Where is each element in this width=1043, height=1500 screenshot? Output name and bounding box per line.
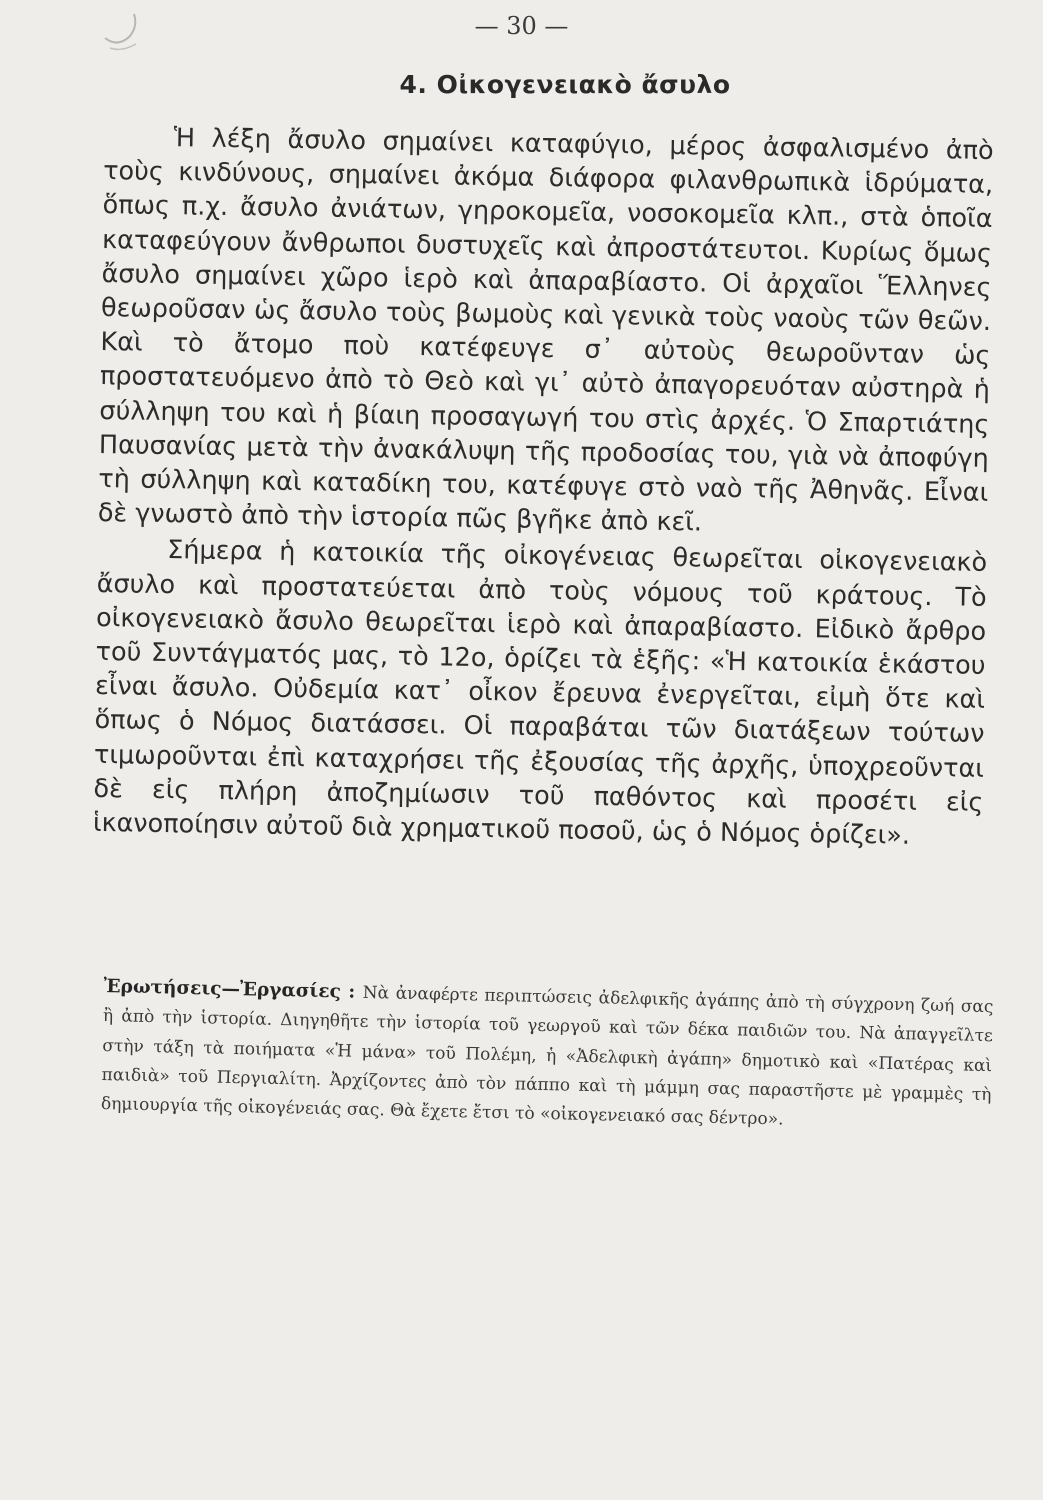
exercises-text: Νὰ ἀναφέρτε περιπτώσεις ἀδελφικῆς ἀγάπης ἀπὸ τὴ σύγχρονη ζωή σας ἢ ἀπὸ τὴν ἱστορία. Διηγηθῆτε τὴν ἱστορία τοῦ γεωργοῦ καὶ τῶν δέκα παιδιῶν του. Νὰ ἀπαγγεῖλτε στὴν τάξη τὰ ποιήματα «Ἡ μάνα» τοῦ Πολέμη, ἡ «Ἀδελφικὴ ἀγάπη» δημοτικὸ καὶ «Πατέρας καὶ παιδιὰ» τοῦ Περγιαλίτη. Ἀρχίζοντες ἀπὸ τὸν πάππο καὶ τὴ μάμμη σας παραστῆστε μὲ γραμμὲς τὴ δημιουργία τῆς οἰκογένειάς σας. Θὰ ἔχετε ἔτσι τὸ «οἰκογενειακό σας δέντρο». — [100, 982, 994, 1130]
page-number: — 30 — — [474, 12, 569, 40]
section-title: 4. Οἰκογενειακὸ ἄσυλο — [399, 70, 731, 99]
paragraph-1: Ἡ λέξη ἄσυλο σημαίνει καταφύγιο, μέρος ἀσφαλισμένο ἀπὸ τοὺς κινδύνους, σημαίνει ἀκόμα διάφορα φιλανθρωπικὰ ἱδρύματα, ὅπως π.χ. ἄσυλο ἀνιάτων, γηροκομεῖα, νοσοκομεῖα κλπ., στὰ ὁποῖα καταφεύγουν ἄνθρωποι δυστυχεῖς καὶ ἀπροστάτευτοι. Κυρίως ὅμως ἄσυλο σημαίνει χῶρο ἱερὸ καὶ ἀπαραβίαστο. Οἱ ἀρχαῖοι Ἕλληνες θεωροῦσαν ὡς ἄσυλο τοὺς βωμοὺς καὶ γενικὰ τοὺς ναοὺς τῶν θεῶν. Καὶ τὸ ἄτομο ποὺ κατέφευγε σ᾿ αὐτοὺς θεωροῦνταν ὡς προστατευόμενο ἀπὸ τὸ Θεὸ καὶ γι᾿ αὐτὸ ἀπαγορευόταν αὐστηρὰ ἡ σύλληψη του καὶ ἡ βίαιη προσαγωγή του στὶς ἀρχές. Ὁ Σπαρτιάτης Παυσανίας μετὰ τὴν ἀνακάλυψη τῆς προδοσίας του, γιὰ νὰ ἀποφύγη τὴ σύλληψη καὶ καταδίκη του, κατέφυγε στὸ ναὸ τῆς Ἀθηνᾶς. Εἶναι δὲ γνωστὸ ἀπὸ τὴν ἱστορία πῶς βγῆκε ἀπὸ κεῖ. — [97, 123, 994, 538]
paragraph-2: Σήμερα ἡ κατοικία τῆς οἰκογένειας θεωρεῖται οἰκογενειακὸ ἄσυλο καὶ προστατεύεται ἀπὸ τοὺς νόμους τοῦ κράτους. Τὸ οἰκογενειακὸ ἄσυλο θεωρεῖται ἱερὸ καὶ ἀπαραβίαστο. Εἰδικὸ ἄρθρο τοῦ Συντάγματός μας, τὸ 12ο, ὁρίζει τὰ ἑξῆς: «Ἡ κατοικία ἑκάστου εἶναι ἄσυλο. Οὐδεμία κατ᾿ οἶκον ἔρευνα ἐνεργεῖται, εἰμὴ ὅτε καὶ ὅπως ὁ Νόμος διατάσσει. Οἱ παραβάται τῶν διατάξεων τούτων τιμωροῦνται ἐπὶ καταχρήσει τῆς ἐξουσίας τῆς ἀρχῆς, ὑποχρεοῦνται δὲ εἰς πλήρη ἀποζημίωσιν τοῦ παθόντος καὶ προσέτι εἰς ἱκανοποίησιν αὐτοῦ διὰ χρηματικοῦ ποσοῦ, ὡς ὁ Νόμος ὁρίζει». — [92, 535, 988, 851]
exercises-section — [101, 972, 994, 1140]
body-text — [93, 120, 994, 854]
exercises-label: Ἐρωτήσεις—Ἐργασίες : — [103, 975, 364, 1003]
